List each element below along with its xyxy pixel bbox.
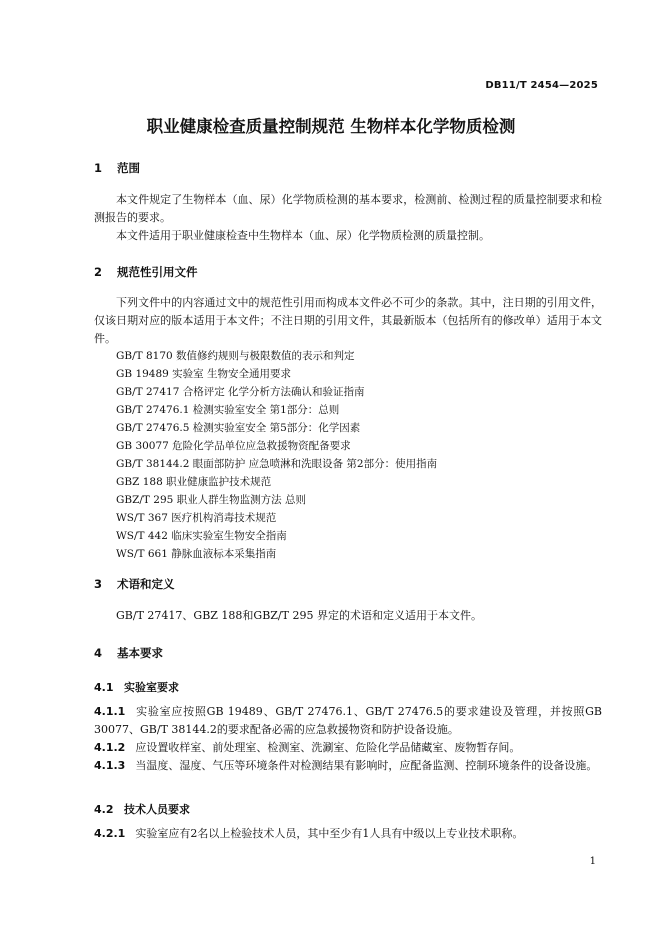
clause-4-1-3: [94, 757, 602, 775]
subsection-number: 4.1: [94, 681, 114, 694]
section-1-heading: [94, 160, 140, 176]
paragraph: 下列文件中的内容通过文中的规范性引用而构成本文件必不可少的条款。其中，注日期的引用文件，仅该日期对应的版本适用于本文件；不注日期的引用文件，其最新版本（包括所有的修改单）适用于本文件。: [94, 296, 602, 345]
section-3-heading: [94, 576, 175, 592]
reference-item: GBZ 188 职业健康监护技术规范: [116, 476, 272, 488]
reference-item: GB/T 8170 数值修约规则与极限数值的表示和判定: [116, 350, 355, 362]
reference-item: GBZ/T 295 职业人群生物监测方法 总则: [116, 494, 306, 506]
clause-text: 实验室应按照GB 19489、GB/T 27476.1、GB/T 27476.5的要求建设及管理，并按照GB 30077、GB/T 38144.2的要求配备必需的应急救援物资和防护设备设施。: [94, 705, 602, 736]
section-number: 2: [94, 265, 103, 279]
subsection-number: 4.2: [94, 803, 114, 816]
reference-list: [116, 347, 437, 563]
clause-number: 4.2.1: [94, 827, 126, 840]
reference-item: WS/T 661 静脉血液标本采集指南: [116, 548, 277, 560]
section-title: 规范性引用文件: [117, 265, 198, 279]
clause-4-2-1: [94, 825, 602, 843]
reference-item: GB 19489 实验室 生物安全通用要求: [116, 368, 292, 380]
reference-item: GB/T 27476.5 检测实验室安全 第5部分：化学因素: [116, 422, 361, 434]
subsection-title: 实验室要求: [124, 681, 179, 694]
clause-number: 4.1.2: [94, 741, 126, 754]
section-title: 术语和定义: [117, 577, 175, 591]
paragraph: 本文件规定了生物样本（血、尿）化学物质检测的基本要求，检测前、检测过程的质量控制要求和检测报告的要求。: [94, 193, 602, 224]
section-number: 1: [94, 161, 103, 175]
section-2-heading: [94, 264, 198, 280]
reference-item: WS/T 367 医疗机构消毒技术规范: [116, 512, 277, 524]
subsection-4-2-heading: [94, 801, 190, 817]
reference-item: WS/T 442 临床实验室生物安全指南: [116, 530, 287, 542]
clause-4-1-2: [94, 739, 602, 757]
clause-text: 应设置收样室、前处理室、检测室、洗涮室、危险化学品储藏室、废物暂存间。: [135, 741, 521, 754]
section-title: 基本要求: [117, 646, 163, 660]
clause-number: 4.1.3: [94, 759, 126, 772]
reference-item: GB/T 27476.1 检测实验室安全 第1部分：总则: [116, 404, 340, 416]
page-number: 1: [589, 856, 596, 867]
section-number: 3: [94, 577, 103, 591]
clause-number: 4.1.1: [94, 705, 126, 718]
reference-item: GB/T 27417 合格评定 化学分析方法确认和验证指南: [116, 386, 365, 398]
standard-code: DB11/T 2454—2025: [485, 80, 598, 91]
reference-item: GB 30077 危险化学品单位应急救援物资配备要求: [116, 440, 351, 452]
clause-text: 当温度、湿度、气压等环境条件对检测结果有影响时，应配备监测、控制环境条件的设备设施。: [135, 759, 598, 772]
section-title: 范围: [117, 161, 140, 175]
document-title: 职业健康检查质量控制规范 生物样本化学物质检测: [146, 117, 516, 136]
section-4-heading: [94, 645, 163, 661]
reference-item: GB/T 38144.2 眼面部防护 应急喷淋和洗眼设备 第2部分：使用指南: [116, 458, 438, 470]
paragraph: 本文件适用于职业健康检查中生物样本（血、尿）化学物质检测的质量控制。: [116, 229, 490, 242]
clause-text: 实验室应有2名以上检验技术人员，其中至少有1人具有中级以上专业技术职称。: [135, 827, 524, 840]
subsection-title: 技术人员要求: [124, 803, 190, 816]
paragraph: GB/T 27417、GBZ 188和GBZ/T 295 界定的术语和定义适用于本文件。: [116, 609, 482, 622]
clause-4-1-1: [94, 703, 602, 739]
subsection-4-1-heading: [94, 679, 179, 695]
section-number: 4: [94, 646, 103, 660]
